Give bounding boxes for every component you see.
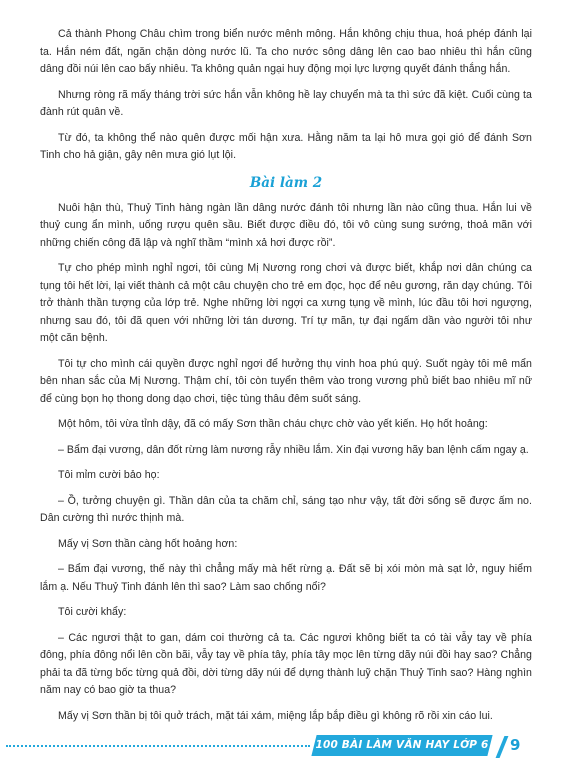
page-number: 9 bbox=[510, 736, 521, 754]
paragraph: Tôi tự cho mình cái quyền được nghỉ ngơi để hưởng thụ vinh hoa phú quý. Suốt ngày tôi mê mẩn bên nhan sắc của Mị Nương. Thậm chí, tôi còn tuyển thêm vào trong vương phủ biết bao nhiêu mĩ nữ để cùng bọn họ thong dong dạo chơi, tiệc tùng thâu đêm suốt sáng. bbox=[40, 357, 532, 405]
paragraph: Tôi mỉm cười bảo họ: bbox=[58, 469, 160, 481]
paragraph: Từ đó, ta không thể nào quên được mối hận xưa. Hằng năm ta lại hô mưa gọi gió để đánh Sơn Tinh cho hả giận, gây nên mưa gió lụt lội. bbox=[40, 131, 532, 161]
paragraph: Nuôi hận thù, Thuỷ Tinh hàng ngàn lần dâng nước đánh tôi nhưng lần nào cũng thua. Hắn lui về thuỷ cung ẩn mình, uống rượu quên sầu. Biết được điều đó, tôi vô cùng sung sướng, thoả mãn với những chiến công đã lập và nghĩ thầm “mình xả hơi được rồi”. bbox=[40, 201, 532, 249]
paragraph: Nhưng ròng rã mấy tháng trời sức hắn vẫn không hề lay chuyển mà ta thì sức đã kiệt. Cuối cùng ta đành rút quân về. bbox=[40, 88, 532, 118]
paragraph: Tự cho phép mình nghỉ ngơi, tôi cùng Mị Nương rong chơi và được biết, khắp nơi dân chúng ca tụng tôi hết lời, lại viết thành cả một câu chuyện cho trẻ em đọc, học để nêu gương, răn dạy chúng. Tôi trở thành thần tượng của lớp trẻ. Nghe những lời ngợi ca xưng tụng về mình, lúc đầu tôi hơi ngượng, nhưng sau đó, tôi đã quen với những lời tán dương. Trí tự mãn, tự đại ngấm dần vào người tôi như một căn bệnh. bbox=[40, 262, 532, 344]
dialogue-line: – Bẩm đại vương, dân đốt rừng làm nương rẫy nhiều lắm. Xin đại vương hãy ban lệnh cấm ngay ạ. bbox=[58, 443, 529, 456]
page-content bbox=[40, 26, 532, 733]
paragraph: Một hôm, tôi vừa tỉnh dậy, đã có mấy Sơn thần cháu chực chờ vào yết kiến. Họ hốt hoảng: bbox=[58, 418, 488, 430]
paragraph: Mấy vị Sơn thần càng hốt hoảng hơn: bbox=[58, 537, 238, 550]
section-heading: Bài làm 2 bbox=[249, 174, 323, 191]
paragraph: Cả thành Phong Châu chìm trong biển nước mênh mông. Hắn không chịu thua, hoá phép đánh lại ta. Hắn ném đất, ngăn chặn dòng nước lũ. Ta cho nước sông dâng lên cao bao nhiêu thì hắn cũng dâng đồi núi lên cao bấy nhiêu. Ta không quản ngại huy động mọi lực lượng quyết đánh thắng hắn. bbox=[40, 28, 532, 75]
book-title: 100 BÀI LÀM VĂN HAY LỚP 6 bbox=[315, 739, 489, 751]
dialogue-line: – Các ngươi thật to gan, dám coi thường cả ta. Các ngươi không biết ta có tài vẫy tay về phía đông, phía đông nổi lên cồn bãi, vẫy tay về phía tây, phía tây mọc lên từng dãy núi đồi hay sao? Chẳng phải ta đã từng bốc từng quả đồi, dời từng dãy núi để dựng thành luỹ chặn Thuỷ Tinh sao? Hàng nghìn năm nay có bao giờ ta thua? bbox=[40, 631, 532, 696]
paragraph: Mấy vị Sơn thần bị tôi quở trách, mặt tái xám, miệng lắp bắp điều gì không rõ rồi xin cáo lui. bbox=[58, 709, 493, 722]
paragraph: Tôi cười khẩy: bbox=[58, 606, 127, 618]
slash-divider bbox=[496, 736, 509, 758]
dialogue-line: – Ồ, tưởng chuyện gì. Thần dân của ta chăm chỉ, sáng tạo như vậy, tất đời sống sẽ được ấm no. Dân cường thì nước thịnh mà. bbox=[40, 494, 532, 524]
dotted-divider bbox=[6, 745, 310, 747]
page-footer bbox=[0, 735, 572, 757]
dialogue-line: – Bẩm đại vương, thế này thì chẳng mấy mà hết rừng ạ. Đất sẽ bị xói mòn mà sạt lở, nguy hiểm lắm ạ. Nếu Thuỷ Tinh đánh lên thì sao? Làm sao chống nổi? bbox=[40, 563, 532, 593]
